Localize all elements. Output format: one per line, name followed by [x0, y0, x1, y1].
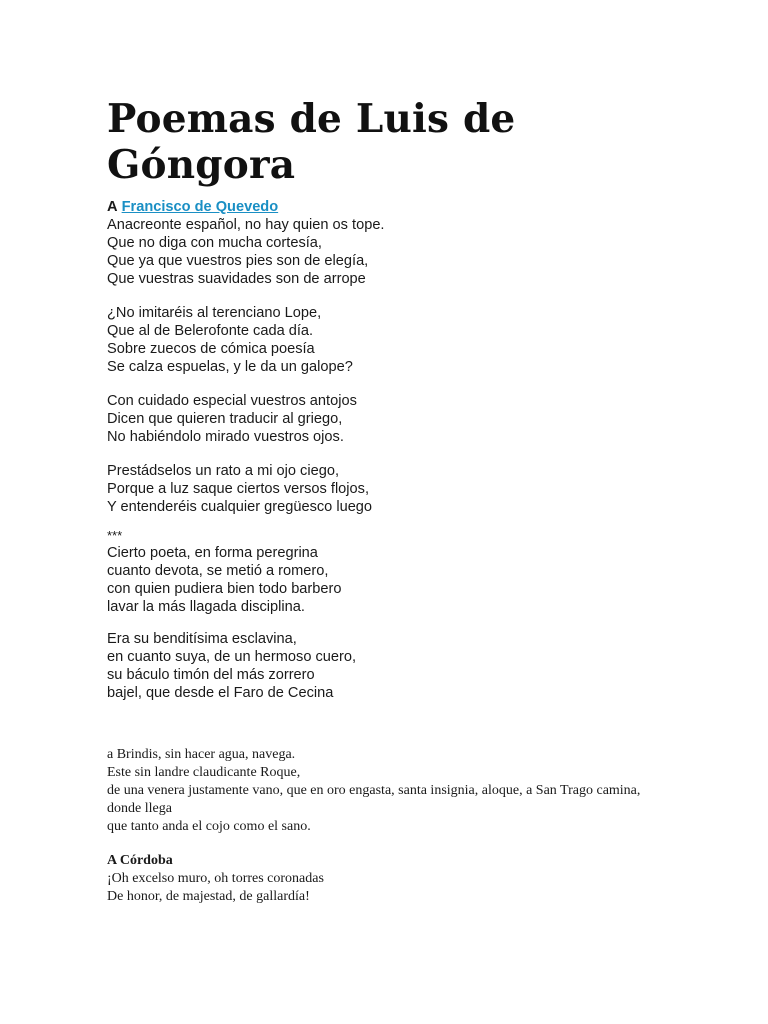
- document-page: [107, 96, 667, 906]
- verse-line: bajel, que desde el Faro de Cecina: [107, 685, 334, 701]
- verse-line: Este sin landre claudicante Roque,: [107, 765, 301, 780]
- verse-line: de una venera justamente vano, que en oro engasta, santa insignia, aloque, a San Trago camina, donde llega: [107, 783, 641, 816]
- verse-line: a Brindis, sin hacer agua, navega.: [107, 747, 296, 762]
- stanza: [107, 630, 667, 702]
- stanza: [107, 544, 667, 616]
- cordoba-stanza: [107, 870, 667, 906]
- verse-line: en cuanto suya, de un hermoso cuero,: [107, 649, 357, 665]
- stanza: [107, 392, 667, 446]
- stanza: [107, 462, 667, 516]
- dedication: [107, 198, 667, 216]
- verse-line: su báculo timón del más zorrero: [107, 667, 315, 683]
- verse-line: Y entenderéis cualquier gregüesco luego: [107, 499, 373, 515]
- stanza: [107, 304, 667, 376]
- verse-line: Era su benditísima esclavina,: [107, 631, 297, 647]
- section-title-a-cordoba: A Córdoba: [107, 853, 173, 868]
- section-separator: ***: [107, 528, 123, 543]
- verse-line: Se calza espuelas, y le da un galope?: [107, 359, 353, 375]
- page-title: Poemas de Luis de Góngora: [107, 96, 516, 188]
- verse-line: ¡Oh excelso muro, oh torres coronadas: [107, 871, 324, 886]
- verse-line: cuanto devota, se metió a romero,: [107, 563, 329, 579]
- verse-line: ¿No imitaréis al terenciano Lope,: [107, 305, 322, 321]
- verse-line: Que no diga con mucha cortesía,: [107, 235, 322, 251]
- verse-line: Que vuestras suavidades son de arrope: [107, 271, 366, 287]
- verse-line: De honor, de majestad, de gallardía!: [107, 889, 310, 904]
- verse-line: Cierto poeta, en forma peregrina: [107, 545, 318, 561]
- dedication-prefix: A: [107, 199, 118, 215]
- verse-line: Con cuidado especial vuestros antojos: [107, 393, 357, 409]
- verse-line: Sobre zuecos de cómica poesía: [107, 341, 315, 357]
- stanza: [107, 216, 667, 288]
- dedication-link-francisco-de-quevedo[interactable]: Francisco de Quevedo: [121, 199, 279, 215]
- verse-line: No habiéndolo mirado vuestros ojos.: [107, 429, 344, 445]
- verse-line: con quien pudiera bien todo barbero: [107, 581, 342, 597]
- verse-line: Porque a luz saque ciertos versos flojos,: [107, 481, 370, 497]
- verse-line: Que al de Belerofonte cada día.: [107, 323, 314, 339]
- verse-line: Prestádselos un rato a mi ojo ciego,: [107, 463, 340, 479]
- sonnet-2: [107, 544, 667, 702]
- sonnet-1: [107, 216, 667, 516]
- verse-line: Que ya que vuestros pies son de elegía,: [107, 253, 369, 269]
- verse-line: que tanto anda el cojo como el sano.: [107, 819, 311, 834]
- verse-line: lavar la más llagada disciplina.: [107, 599, 305, 615]
- verse-line: Dicen que quieren traducir al griego,: [107, 411, 343, 427]
- sonnet-2-continued: [107, 746, 667, 836]
- verse-line: Anacreonte español, no hay quien os tope.: [107, 217, 385, 233]
